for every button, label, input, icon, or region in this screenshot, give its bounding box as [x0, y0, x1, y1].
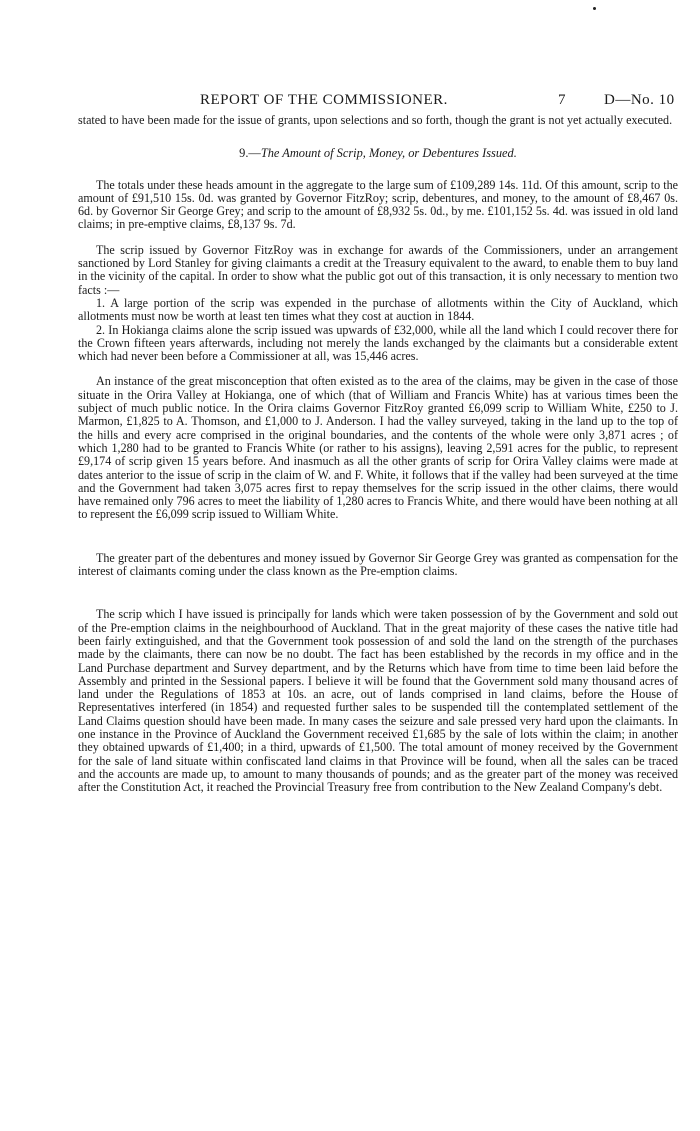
running-title: REPORT OF THE COMMISSIONER.: [200, 92, 448, 108]
paragraph-orira-valley: An instance of the great misconception that often existed as to the area of the claims, may be given in the case of those situate in the Orira Valley at Hokianga, one of which (that of William and Francis White) has at various times been the subject of much public notice. In the Orira claims Governor FitzRoy granted £6,099 scrip to William White, £250 to J. Marmon, £1,825 to A. Thomson, and £1,000 to J. Anderson. I had the valley surveyed, taking in the land up to the top of the hills and every acre comprised in the original boundaries, and the contents of the whole were only 3,871 acres ; of which 1,280 had to be granted to Francis White (or rather to his assigns), leaving 2,591 acres for the public, to represent £9,174 of scrip given 15 years before. And inasmuch as all the other grants of scrip for Orira Valley claims were made at dates anterior to the issue of scrip in the claim of W. and F. White, it follows that if the valley had been surveyed at the time and the Government had taken 3,075 acres first to repay themselves for the scrip issued in the other claims, there would have remained only 796 acres to meet the liability of 1,280 acres to Francis White, and there would have been nothing at all to represent the £6,099 scrip issued to William White.: [78, 374, 678, 522]
document-page: [78, 88, 678, 794]
print-mark: [593, 7, 596, 10]
document-reference: D—No. 10: [604, 92, 675, 108]
section-heading: [78, 147, 678, 160]
section-title: The Amount of Scrip, Money, or Debentures Issued.: [260, 146, 517, 161]
paragraph-debentures: The greater part of the debentures and money issued by Governor Sir George Grey was granted as compensation for the interest of claimants coming under the class known as the Pre-emption claims.: [78, 550, 678, 579]
fact-item-2: 2. In Hokianga claims alone the scrip issued was upwards of £32,000, while all the land which I could recover there for the Crown fifteen years afterwards, including not merely the lands exchanged by the claimants but a considerable extent which had never been before a Commissioner at all, was 15,446 acres.: [78, 322, 678, 364]
page-number: 7: [558, 92, 566, 108]
paragraph-my-scrip: The scrip which I have issued is principally for lands which were taken possession of by the Government and sold out of the Pre-emption claims in the neighbourhood of Auckland. That in the great majority of these cases the native title had been fairly extinguished, and that the Government took possession of and sold the land on the strength of the purchases made by the claimants, there can now be no doubt. The fact has been established by the records in my office and in the Land Purchase department and Survey department, and by the Returns which have from time to time been laid before the Assembly and printed in the Sessional papers. I believe it will be found that the Government sold many thousand acres of land under the Regulations of 1853 at 10s. an acre, out of lands comprised in land claims, before the House of Representatives interfered (in 1854) and requested further sales to be suspended till the contemplated settlement of the Land Claims question should have been made. In many cases the seizure and sale pressed very hard upon the claimants. In one instance in the Province of Auckland the Government received £1,685 by the sale of lots within the claim; in another they obtained upwards of £1,400; in a third, upwards of £1,500. The total amount of money received by the Government for the sale of land situate within confiscated land claims in that Province will be found, when all the sales can be traced and the accounts are made up, to amount to many thousands of pounds; and as the greater part of the money was received after the Constitution Act, it reached the Provincial Treasury free from contribution to the New Zealand Company's debt.: [78, 607, 678, 795]
fact-item-1: 1. A large portion of the scrip was expended in the purchase of allotments within the City of Auckland, which allotments must now be worth at least ten times what they cost at auction in 1844.: [78, 295, 678, 324]
paragraph-totals: The totals under these heads amount in the aggregate to the large sum of £109,289 14s. 11d. Of this amount, scrip to the amount of £91,510 15s. 0d. was granted by Governor FitzRoy; scrip, debentures, and money, to the amount of £8,467 0s. 6d. by Governor Sir George Grey; and scrip to the amount of £8,932 5s. 0d., by me. £101,152 5s. 4d. was issued in old land claims; in pre-emptive claims, £8,137 9s. 7d.: [78, 177, 678, 232]
intro-paragraph: stated to have been made for the issue of grants, upon selections and so forth, though the grant is not yet actually executed.: [78, 113, 673, 127]
running-header: [78, 88, 678, 114]
section-number: 9.—: [239, 146, 261, 161]
paragraph-fitzroy-scrip: The scrip issued by Governor FitzRoy was in exchange for awards of the Commissioners, under an arrangement sanctioned by Lord Stanley for giving claimants a credit at the Treasury equivalent to the award, to enable them to buy land in the vicinity of the capital. In order to show what the public got out of this transaction, it is only necessary to mention two facts :—: [78, 242, 678, 297]
